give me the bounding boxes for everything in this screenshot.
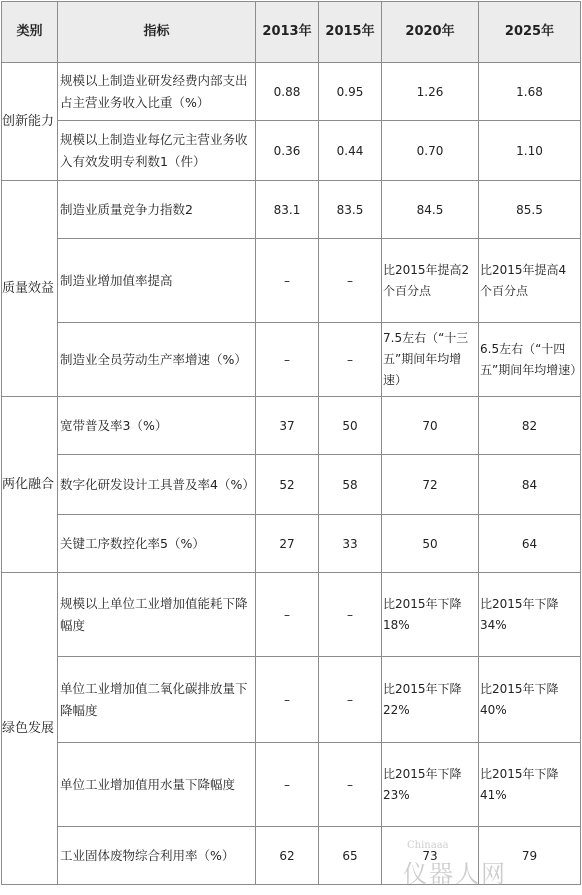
value-2025: 比2015年提高4个百分点 bbox=[479, 239, 581, 323]
value-2025: 82 bbox=[479, 397, 581, 455]
table-row bbox=[2, 323, 581, 397]
value-2013: – bbox=[256, 239, 319, 323]
value-2025: 比2015年下降34% bbox=[479, 573, 581, 657]
table-row bbox=[2, 573, 581, 657]
value-2015: – bbox=[319, 657, 382, 743]
value-2013: 27 bbox=[256, 515, 319, 573]
table-row bbox=[2, 455, 581, 515]
table-row bbox=[2, 63, 581, 121]
indicator-cell: 单位工业增加值用水量下降幅度 bbox=[58, 743, 256, 827]
value-2020: 比2015年下降22% bbox=[382, 657, 479, 743]
indicator-table bbox=[1, 1, 581, 885]
value-2025: 比2015年下降40% bbox=[479, 657, 581, 743]
value-2013: 62 bbox=[256, 827, 319, 885]
value-2020: 72 bbox=[382, 455, 479, 515]
category-quality: 质量效益 bbox=[2, 181, 58, 397]
indicator-cell: 规模以上制造业研发经费内部支出占主营业务收入比重（%） bbox=[58, 63, 256, 121]
value-2025: 6.5左右（“十四五”期间年均增速） bbox=[479, 323, 581, 397]
value-2015: 83.5 bbox=[319, 181, 382, 239]
value-2025: 比2015年下降41% bbox=[479, 743, 581, 827]
header-indicator: 指标 bbox=[58, 2, 256, 63]
value-2013: – bbox=[256, 573, 319, 657]
watermark-small-text: Chinaaa bbox=[407, 840, 449, 851]
value-2013: – bbox=[256, 323, 319, 397]
value-2015: – bbox=[319, 573, 382, 657]
indicator-cell: 规模以上制造业每亿元主营业务收入有效发明专利数1（件） bbox=[58, 121, 256, 181]
value-2015: 58 bbox=[319, 455, 382, 515]
value-2020: 84.5 bbox=[382, 181, 479, 239]
indicator-cell: 单位工业增加值二氧化碳排放量下降幅度 bbox=[58, 657, 256, 743]
value-2013: 52 bbox=[256, 455, 319, 515]
category-green: 绿色发展 bbox=[2, 573, 58, 885]
category-innovation: 创新能力 bbox=[2, 63, 58, 181]
header-2025: 2025年 bbox=[479, 2, 581, 63]
category-integration: 两化融合 bbox=[2, 397, 58, 573]
value-2015: 0.95 bbox=[319, 63, 382, 121]
table-row bbox=[2, 239, 581, 323]
value-2020: 70 bbox=[382, 397, 479, 455]
value-2020: 比2015年下降23% bbox=[382, 743, 479, 827]
value-2015: 50 bbox=[319, 397, 382, 455]
indicator-cell: 制造业增加值率提高 bbox=[58, 239, 256, 323]
watermark-brand-text: 仪器人网 bbox=[403, 860, 507, 888]
value-2020: 0.70 bbox=[382, 121, 479, 181]
table-row bbox=[2, 657, 581, 743]
value-2015: 0.44 bbox=[319, 121, 382, 181]
indicator-cell: 制造业质量竞争力指数2 bbox=[58, 181, 256, 239]
header-2015: 2015年 bbox=[319, 2, 382, 63]
value-2020: 1.26 bbox=[382, 63, 479, 121]
indicator-cell: 规模以上单位工业增加值能耗下降幅度 bbox=[58, 573, 256, 657]
value-2013: 0.88 bbox=[256, 63, 319, 121]
table-row bbox=[2, 515, 581, 573]
table-row bbox=[2, 121, 581, 181]
value-2015: – bbox=[319, 743, 382, 827]
value-2025: 84 bbox=[479, 455, 581, 515]
value-2013: 83.1 bbox=[256, 181, 319, 239]
header-row bbox=[2, 2, 581, 63]
value-2015: – bbox=[319, 323, 382, 397]
value-2025: 64 bbox=[479, 515, 581, 573]
table-row bbox=[2, 743, 581, 827]
value-2025: 79 bbox=[479, 827, 581, 885]
value-2025: 1.68 bbox=[479, 63, 581, 121]
value-2025: 1.10 bbox=[479, 121, 581, 181]
value-2015: – bbox=[319, 239, 382, 323]
value-2020: 7.5左右（“十三五”期间年均增速） bbox=[382, 323, 479, 397]
watermark-logo bbox=[403, 840, 507, 889]
indicator-cell: 制造业全员劳动生产率增速（%） bbox=[58, 323, 256, 397]
value-2020: 比2015年下降18% bbox=[382, 573, 479, 657]
value-2015: 65 bbox=[319, 827, 382, 885]
indicator-cell: 宽带普及率3（%） bbox=[58, 397, 256, 455]
value-2013: – bbox=[256, 743, 319, 827]
value-2020: 比2015年提高2个百分点 bbox=[382, 239, 479, 323]
value-2013: 0.36 bbox=[256, 121, 319, 181]
value-2020: 73 bbox=[382, 827, 479, 885]
indicator-cell: 数字化研发设计工具普及率4（%） bbox=[58, 455, 256, 515]
indicator-cell: 工业固体废物综合利用率（%） bbox=[58, 827, 256, 885]
table-row bbox=[2, 397, 581, 455]
value-2015: 33 bbox=[319, 515, 382, 573]
header-category: 类别 bbox=[2, 2, 58, 63]
value-2020: 50 bbox=[382, 515, 479, 573]
indicator-cell: 关键工序数控化率5（%） bbox=[58, 515, 256, 573]
value-2013: 37 bbox=[256, 397, 319, 455]
table-row bbox=[2, 181, 581, 239]
value-2025: 85.5 bbox=[479, 181, 581, 239]
value-2013: – bbox=[256, 657, 319, 743]
header-2013: 2013年 bbox=[256, 2, 319, 63]
header-2020: 2020年 bbox=[382, 2, 479, 63]
